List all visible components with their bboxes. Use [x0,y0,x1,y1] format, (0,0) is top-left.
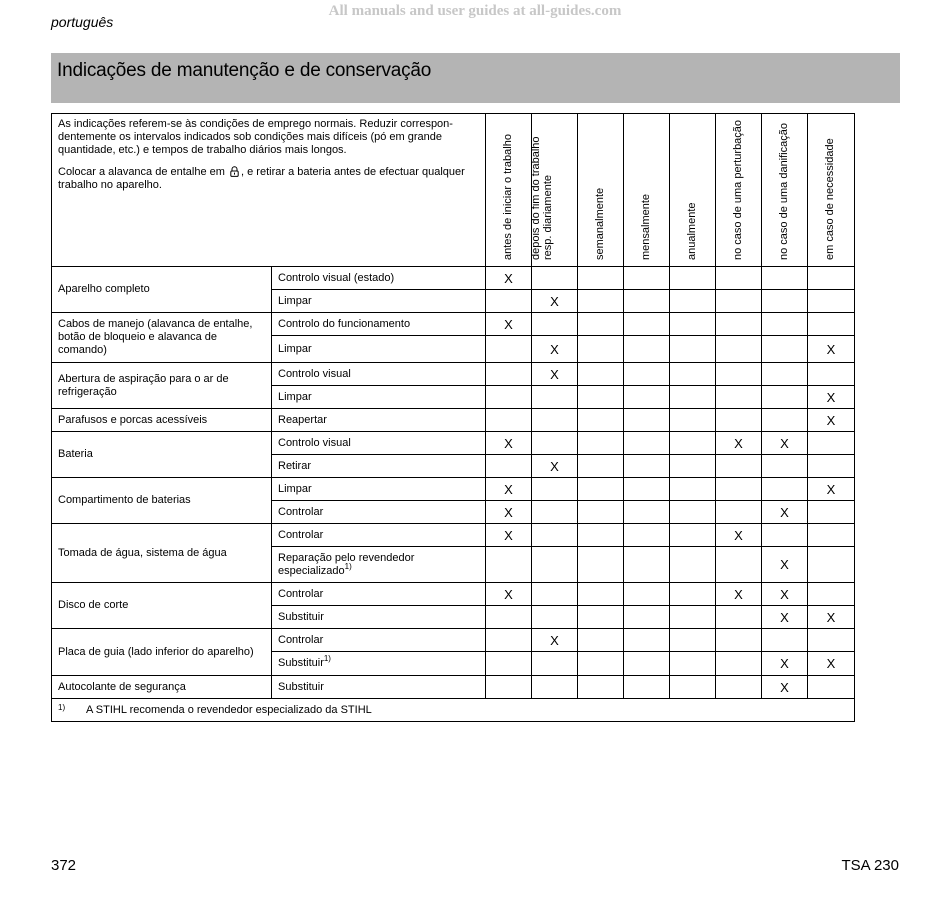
mark-cell: X [532,363,578,386]
column-header [624,114,670,267]
task-cell [272,652,486,676]
maintenance-table [51,113,855,722]
task-cell: Controlo do funcionamento [272,313,486,336]
column-label: mensalmente [639,193,652,260]
footnote-cell [52,699,855,722]
mark-cell: X [532,336,578,363]
column-header [808,114,855,267]
column-header [578,114,624,267]
task-cell: Limpar [272,290,486,313]
component-cell: Placa de guia (lado inferior do aparelho) [52,629,272,676]
column-header [716,114,762,267]
component-cell: Cabos de manejo (alavanca de entalhe, botão de bloqueio e alavanca de comando) [52,313,272,363]
mark-cell: X [532,455,578,478]
task-label: Reparação pelo revendedor especializado [278,551,415,577]
header-row [52,114,855,267]
component-cell: Abertura de aspiração para o ar de refrigeração [52,363,272,409]
mark-cell: X [762,652,808,676]
mark-cell: X [762,606,808,629]
mark-cell: X [532,629,578,652]
task-cell [272,547,486,583]
task-cell: Controlo visual [272,363,486,386]
footnote-row [52,699,855,722]
mark-cell: X [808,386,855,409]
footnote-ref: 1) [323,654,331,663]
intro-text-after-icon: , e retirar a bateria antes de efectuar qualquer trabalho no aparelho. [58,166,465,191]
table-row [52,363,855,386]
column-label: em caso de necessidade [824,138,836,260]
mark-cell: X [808,409,855,432]
column-header [670,114,716,267]
component-cell: Bateria [52,432,272,478]
task-cell: Controlo visual (estado) [272,267,486,290]
task-cell: Limpar [272,386,486,409]
task-cell: Retirar [272,455,486,478]
mark-cell: X [486,583,532,606]
task-cell: Controlar [272,629,486,652]
mark-cell: X [532,290,578,313]
language-label: português [51,14,114,30]
table-row [52,313,855,336]
title-banner [51,53,900,103]
intro-paragraph-2 [58,166,481,192]
component-cell: Compartimento de baterias [52,478,272,524]
mark-cell: X [716,583,762,606]
column-label: antes de iniciar o trabalho [501,134,514,260]
task-label: Substituir [278,657,324,669]
column-header [486,114,532,267]
column-label: anualmente [685,202,698,260]
intro-paragraph-1: As indicações referem-se às condições de emprego normais. Reduzir correspon-dentemente os intervalos indicados sob condições mais difíceis (pó em grande quantidade, etc.) e tempos de trabalho diários mais longos. [58,118,453,156]
mark-cell: X [762,501,808,524]
column-label-line-2: resp. diariamente [541,175,554,260]
mark-cell: X [716,524,762,547]
task-cell: Controlar [272,583,486,606]
column-label: no caso de uma perturbação [731,119,744,260]
mark-cell: X [486,524,532,547]
mark-cell: X [486,267,532,290]
component-cell: Tomada de água, sistema de água [52,524,272,583]
mark-cell: X [762,676,808,699]
mark-cell: X [716,432,762,455]
column-label: no caso de uma danificação [777,123,790,260]
table-row [52,583,855,606]
intro-cell [52,114,486,267]
mark-cell: X [486,501,532,524]
mark-cell: X [486,313,532,336]
page-number: 372 [51,857,77,874]
column-label: semanalmente [593,187,606,260]
component-cell: Disco de corte [52,583,272,629]
table-row [52,676,855,699]
task-cell: Controlar [272,524,486,547]
table-row [52,629,855,652]
task-cell: Controlo visual [272,432,486,455]
model-name: TSA 230 [841,857,899,874]
footnote-mark: 1) [58,703,66,712]
column-label-line-1: depois do fim do trabalho [529,136,542,260]
lock-icon [230,166,239,177]
footnote-text: A STIHL recomenda o revendedor especializado da STIHL [86,704,372,716]
column-header [529,114,578,267]
mark-cell: X [808,652,855,676]
intro-text-before-icon: Colocar a alavanca de entalhe em [58,166,225,178]
mark-cell: X [762,547,808,583]
task-cell: Reapertar [272,409,486,432]
task-cell: Substituir [272,676,486,699]
component-cell: Autocolante de segurança [52,676,272,699]
mark-cell: X [762,432,808,455]
task-cell: Controlar [272,501,486,524]
mark-cell: X [486,478,532,501]
footnote-ref: 1) [344,561,352,571]
mark-cell: X [486,432,532,455]
mark-cell: X [808,336,855,363]
column-header [762,114,808,267]
page-title: Indicações de manutenção e de conservação [57,60,432,81]
mark-cell: X [762,583,808,606]
table-row [52,478,855,501]
table-row [52,267,855,290]
component-cell: Aparelho completo [52,267,272,313]
component-cell: Parafusos e porcas acessíveis [52,409,272,432]
table-row [52,524,855,547]
task-cell: Limpar [272,336,486,363]
mark-cell: X [808,478,855,501]
task-cell: Limpar [272,478,486,501]
mark-cell: X [808,606,855,629]
task-cell: Substituir [272,606,486,629]
table-row [52,409,855,432]
watermark: All manuals and user guides at all-guides.com [328,3,622,19]
column-label [530,136,554,260]
table-row [52,432,855,455]
